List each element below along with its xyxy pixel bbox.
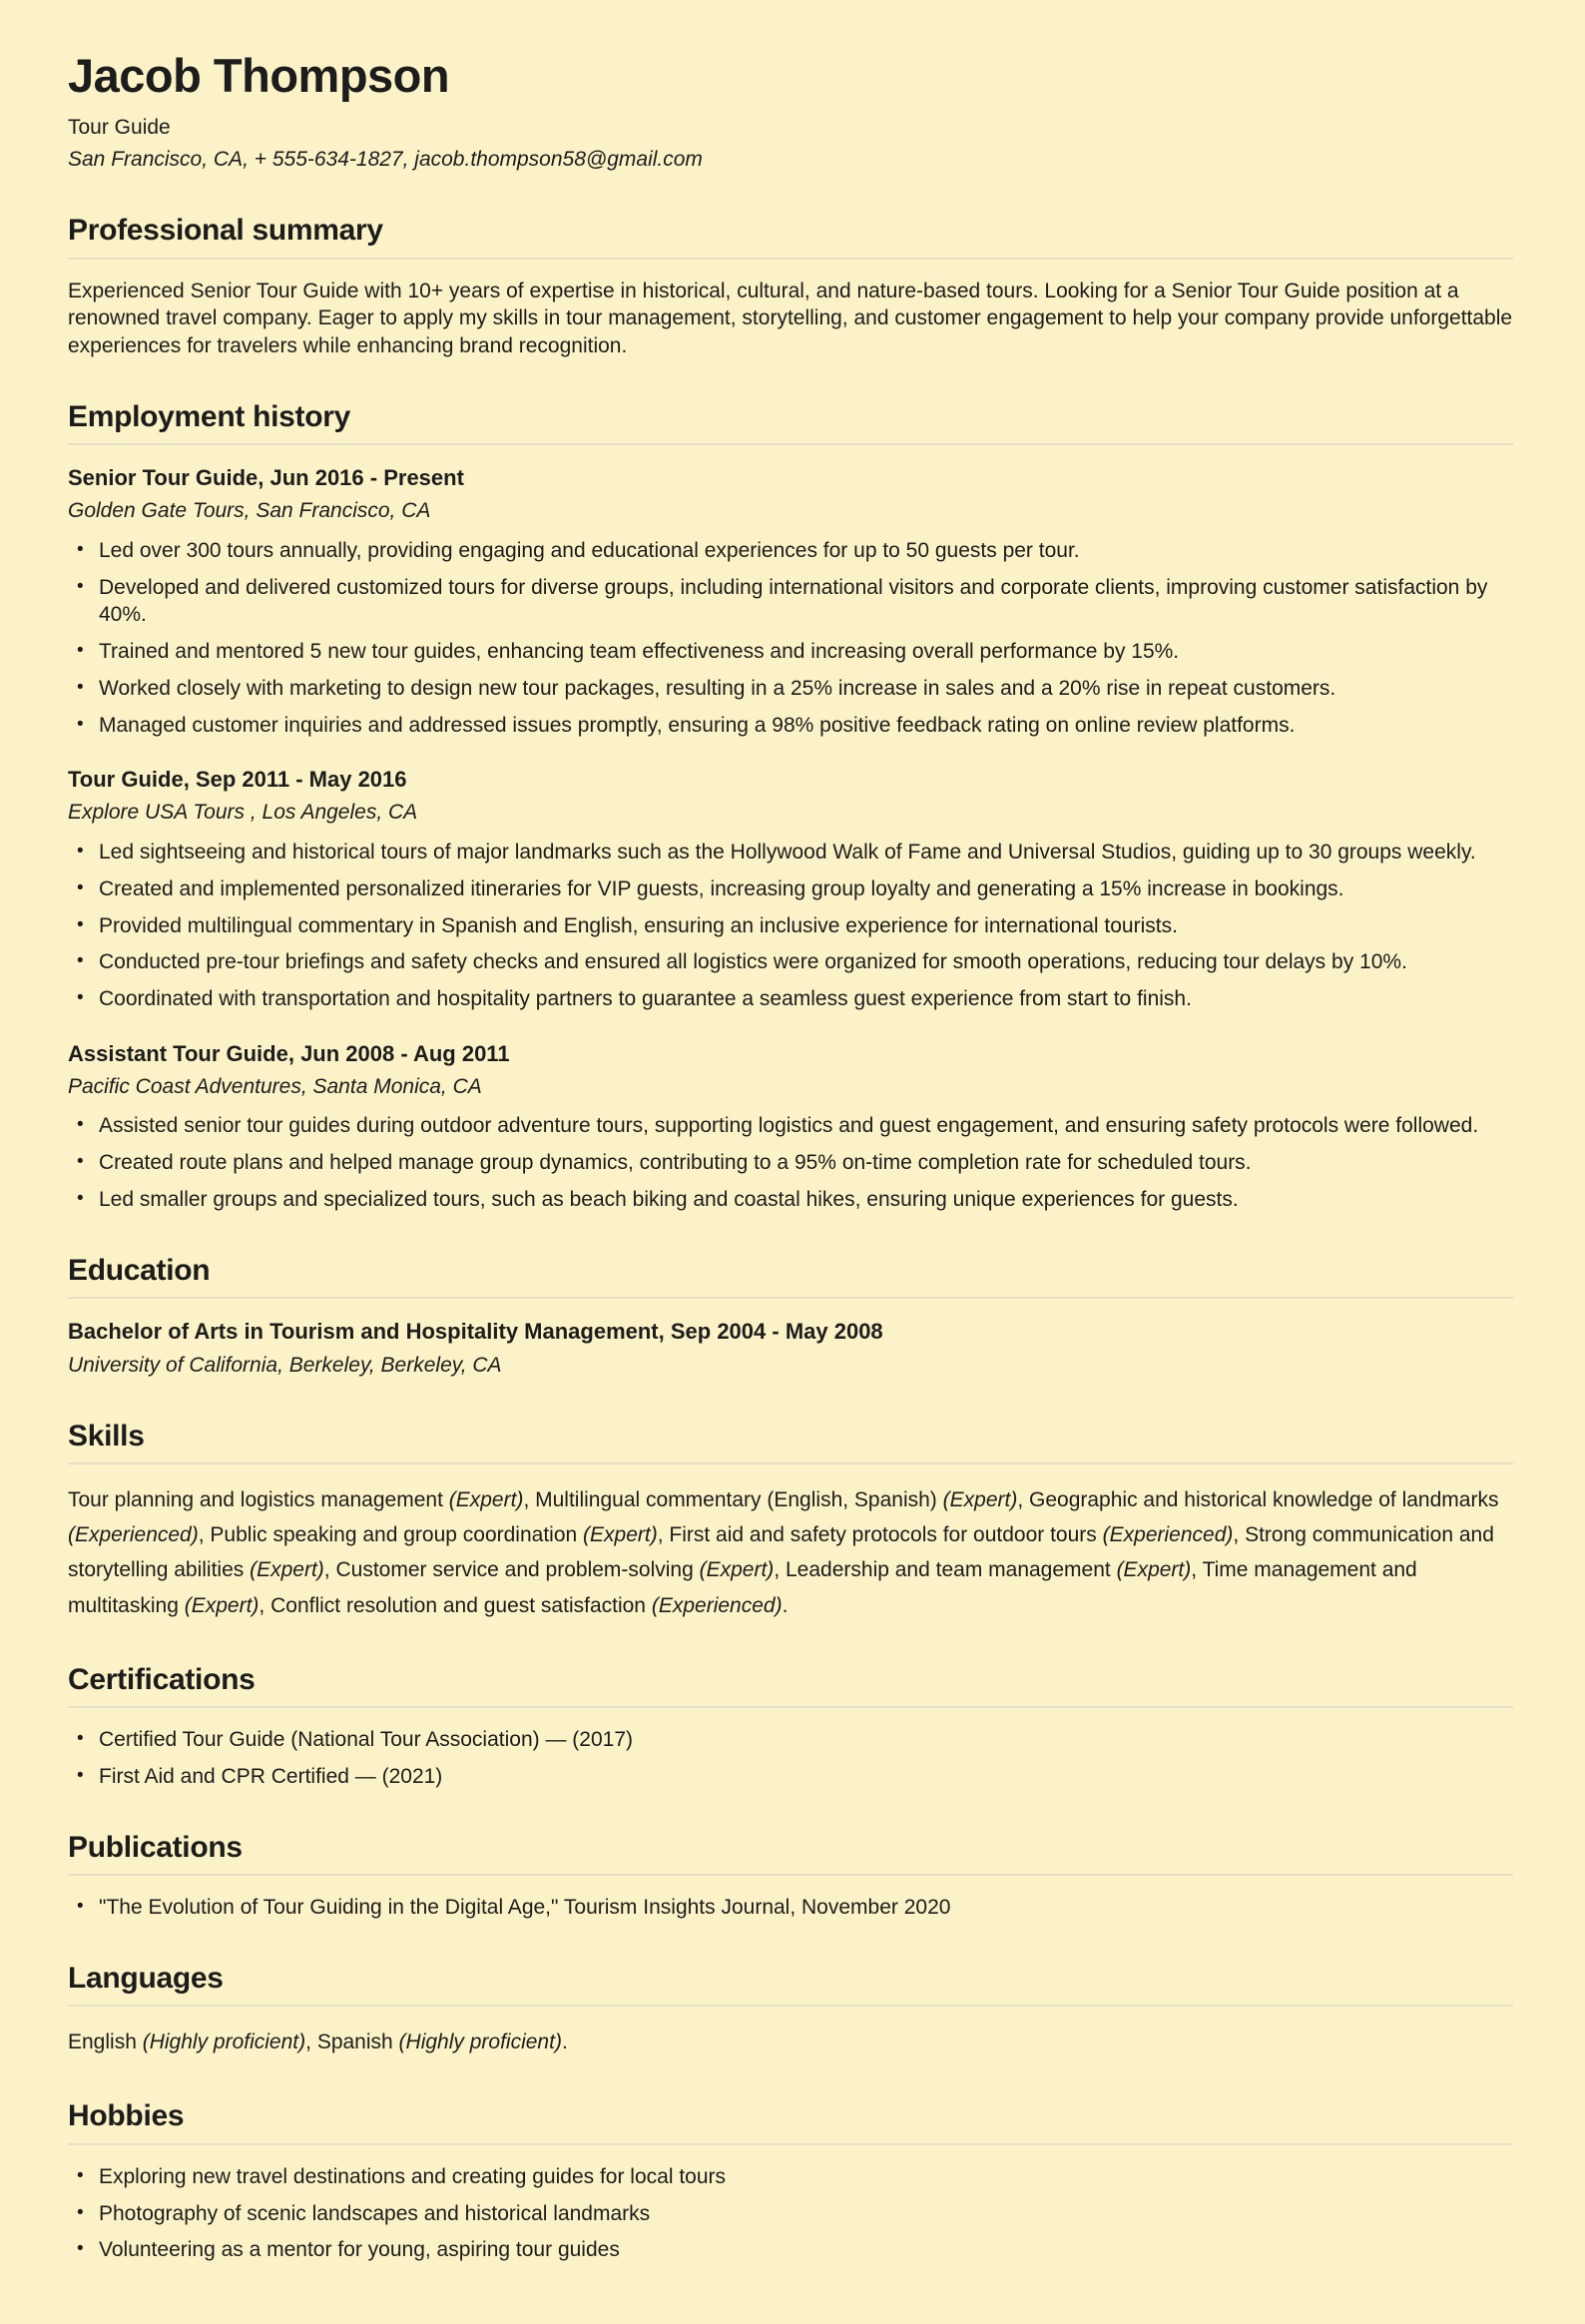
skill-name: Time management and multitasking — [68, 1558, 1417, 1617]
job-bullet-list — [68, 537, 1513, 739]
language-separator: . — [561, 2031, 568, 2054]
section-divider — [68, 443, 1513, 445]
section-certifications — [68, 1663, 1513, 1791]
resume-header — [68, 50, 1513, 174]
section-divider — [68, 1462, 1513, 1464]
job-entry — [68, 463, 1513, 739]
job-company: Explore USA Tours , Los Angeles, CA — [68, 801, 418, 825]
section-divider — [68, 2005, 1513, 2007]
skill-level: (Expert) — [699, 1558, 775, 1582]
skill-separator: , — [1017, 1488, 1024, 1512]
candidate-role: Tour Guide — [68, 115, 171, 139]
skill-separator: , — [523, 1488, 530, 1512]
language-name: Spanish — [316, 2031, 393, 2054]
skill-name: Customer service and problem-solving — [335, 1558, 694, 1582]
skill-name: Leadership and team management — [786, 1558, 1111, 1582]
job-bullet: • Led over 300 tours annually, providing engaging and educational experiences for up to 50 guests per tour. — [68, 537, 1513, 565]
skill-separator: . — [782, 1593, 789, 1617]
skill-separator: , — [323, 1558, 330, 1582]
job-bullet: • Developed and delivered customized tours for diverse groups, including international visitors and corporate clients, improving customer satisfaction by 40%. — [68, 574, 1513, 629]
job-bullet: • Assisted senior tour guides during outdoor adventure tours, supporting logistics and guest engagement, and ensuring safety protocols were followed. — [68, 1112, 1513, 1140]
section-publications — [68, 1831, 1513, 1922]
skill-level: (Expert) — [1116, 1558, 1192, 1582]
job-bullet-list — [68, 839, 1513, 1013]
skill-name: Geographic and historical knowledge of landmarks — [1029, 1488, 1499, 1512]
skill-level: (Expert) — [942, 1488, 1018, 1512]
hobbies-heading: Hobbies — [68, 2099, 185, 2133]
skill-level: (Experienced) — [1102, 1523, 1234, 1547]
language-name: English — [68, 2031, 137, 2054]
language-level: (Highly proficient) — [398, 2031, 562, 2054]
skill-name: Strong communication and storytelling abilities — [68, 1523, 1494, 1582]
skill-level: (Expert) — [250, 1558, 324, 1582]
publication-item: • "The Evolution of Tour Guiding in the Digital Age," Tourism Insights Journal, November 2020 — [68, 1894, 1513, 1922]
skills-heading: Skills — [68, 1419, 145, 1452]
job-bullet: • Provided multilingual commentary in Spanish and English, ensuring an inclusive experience for international tourists. — [68, 912, 1513, 940]
contact-line: San Francisco, CA, + 555-634-1827, jacob.thompson58@gmail.com — [68, 148, 703, 172]
hobby-item: • Volunteering as a mentor for young, aspiring tour guides — [68, 2236, 1513, 2264]
certification-item: • Certified Tour Guide (National Tour Association) — (2017) — [68, 1726, 1513, 1754]
languages-heading: Languages — [68, 1961, 224, 1995]
publications-list — [68, 1894, 1513, 1922]
section-education — [68, 1254, 1513, 1380]
skill-item — [535, 1488, 1023, 1511]
skills-list — [68, 1482, 1513, 1622]
certification-item: • First Aid and CPR Certified — (2021) — [68, 1763, 1513, 1791]
skill-item — [270, 1594, 788, 1617]
job-entry — [68, 765, 1513, 1012]
job-bullet: • Created route plans and helped manage group dynamics, contributing to a 95% on-time completion rate for scheduled tours. — [68, 1149, 1513, 1177]
job-bullet: • Worked closely with marketing to design new tour packages, resulting in a 25% increase in sales and a 20% rise in repeat customers. — [68, 675, 1513, 703]
section-divider — [68, 2143, 1513, 2145]
candidate-name: Jacob Thompson — [68, 49, 450, 102]
skill-item — [786, 1558, 1197, 1581]
education-school: University of California, Berkeley, Berkeley, CA — [68, 1354, 502, 1378]
job-title: Assistant Tour Guide, Jun 2008 - Aug 2011 — [68, 1040, 510, 1066]
section-divider — [68, 258, 1513, 260]
skill-item — [68, 1488, 529, 1511]
hobbies-list — [68, 2163, 1513, 2264]
skill-name: Tour planning and logistics management — [68, 1488, 443, 1512]
language-separator: , — [305, 2031, 311, 2054]
education-heading: Education — [68, 1253, 211, 1287]
job-bullet: • Led smaller groups and specialized tours, such as beach biking and coastal hikes, ensuring unique experiences for guests. — [68, 1186, 1513, 1214]
skill-name: First aid and safety protocols for outdoor tours — [669, 1523, 1097, 1547]
skill-name: Conflict resolution and guest satisfaction — [270, 1593, 646, 1617]
skill-level: (Expert) — [583, 1523, 658, 1547]
job-title: Tour Guide, Sep 2011 - May 2016 — [68, 767, 407, 793]
skill-level: (Expert) — [448, 1488, 524, 1512]
skill-level: (Expert) — [184, 1593, 260, 1617]
job-bullet: • Conducted pre-tour briefings and safety checks and ensured all logistics were organized for smooth operations, reducing tour delays by 10%. — [68, 948, 1513, 976]
language-item — [68, 2031, 311, 2053]
skill-item — [669, 1523, 1239, 1546]
skill-name: Public speaking and group coordination — [210, 1523, 578, 1547]
job-title: Senior Tour Guide, Jun 2016 - Present — [68, 465, 464, 491]
job-company: Golden Gate Tours, San Francisco, CA — [68, 499, 431, 523]
languages-list — [68, 2025, 1513, 2059]
section-summary — [68, 214, 1513, 360]
section-languages — [68, 1962, 1513, 2060]
skill-level: (Experienced) — [68, 1523, 199, 1547]
section-divider — [68, 1297, 1513, 1299]
publications-heading: Publications — [68, 1830, 243, 1864]
job-bullet-list — [68, 1112, 1513, 1213]
language-item — [317, 2031, 568, 2053]
certifications-heading: Certifications — [68, 1662, 256, 1696]
certifications-list — [68, 1726, 1513, 1790]
job-entry — [68, 1039, 1513, 1214]
skill-item — [335, 1558, 780, 1581]
skill-separator: , — [657, 1523, 664, 1547]
summary-text: Experienced Senior Tour Guide with 10+ years of expertise in historical, cultural, and nature-based tours. Looking for a Senior Tour Guide position at a renowned travel company. Eager to apply my skills in tour management, storytelling, and customer engagement to help your company provide unforgettable experiences for travelers while enhancing brand recognition. — [68, 279, 1513, 358]
hobby-item: • Exploring new travel destinations and creating guides for local tours — [68, 2163, 1513, 2191]
skill-item — [210, 1523, 663, 1546]
skill-separator: , — [259, 1593, 265, 1617]
section-divider — [68, 1706, 1513, 1708]
skill-level: (Experienced) — [651, 1593, 783, 1617]
hobby-item: • Photography of scenic landscapes and historical landmarks — [68, 2200, 1513, 2228]
language-level: (Highly proficient) — [142, 2031, 306, 2054]
skill-separator: , — [198, 1523, 205, 1547]
section-employment — [68, 400, 1513, 1214]
skill-name: Multilingual commentary (English, Spanish) — [535, 1488, 937, 1512]
skill-separator: , — [1233, 1523, 1240, 1547]
employment-heading: Employment history — [68, 399, 350, 433]
job-company: Pacific Coast Adventures, Santa Monica, CA — [68, 1074, 482, 1098]
job-bullet: • Trained and mentored 5 new tour guides, enhancing team effectiveness and increasing overall performance by 15%. — [68, 638, 1513, 666]
summary-heading: Professional summary — [68, 214, 383, 248]
skill-separator: , — [1191, 1558, 1198, 1582]
job-bullet: • Coordinated with transportation and hospitality partners to guarantee a seamless guest experience from start to finish. — [68, 985, 1513, 1013]
job-bullet: • Led sightseeing and historical tours of major landmarks such as the Hollywood Walk of Fame and Universal Studios, guiding up to 30 groups weekly. — [68, 839, 1513, 867]
section-divider — [68, 1874, 1513, 1876]
job-bullet: • Created and implemented personalized itineraries for VIP guests, increasing group loyalty and generating a 15% increase in bookings. — [68, 875, 1513, 903]
skill-separator: , — [774, 1558, 781, 1582]
section-skills — [68, 1420, 1513, 1623]
job-bullet: • Managed customer inquiries and addressed issues promptly, ensuring a 98% positive feedback rating on online review platforms. — [68, 712, 1513, 740]
education-degree: Bachelor of Arts in Tourism and Hospitality Management, Sep 2004 - May 2008 — [68, 1319, 883, 1345]
section-hobbies — [68, 2099, 1513, 2264]
